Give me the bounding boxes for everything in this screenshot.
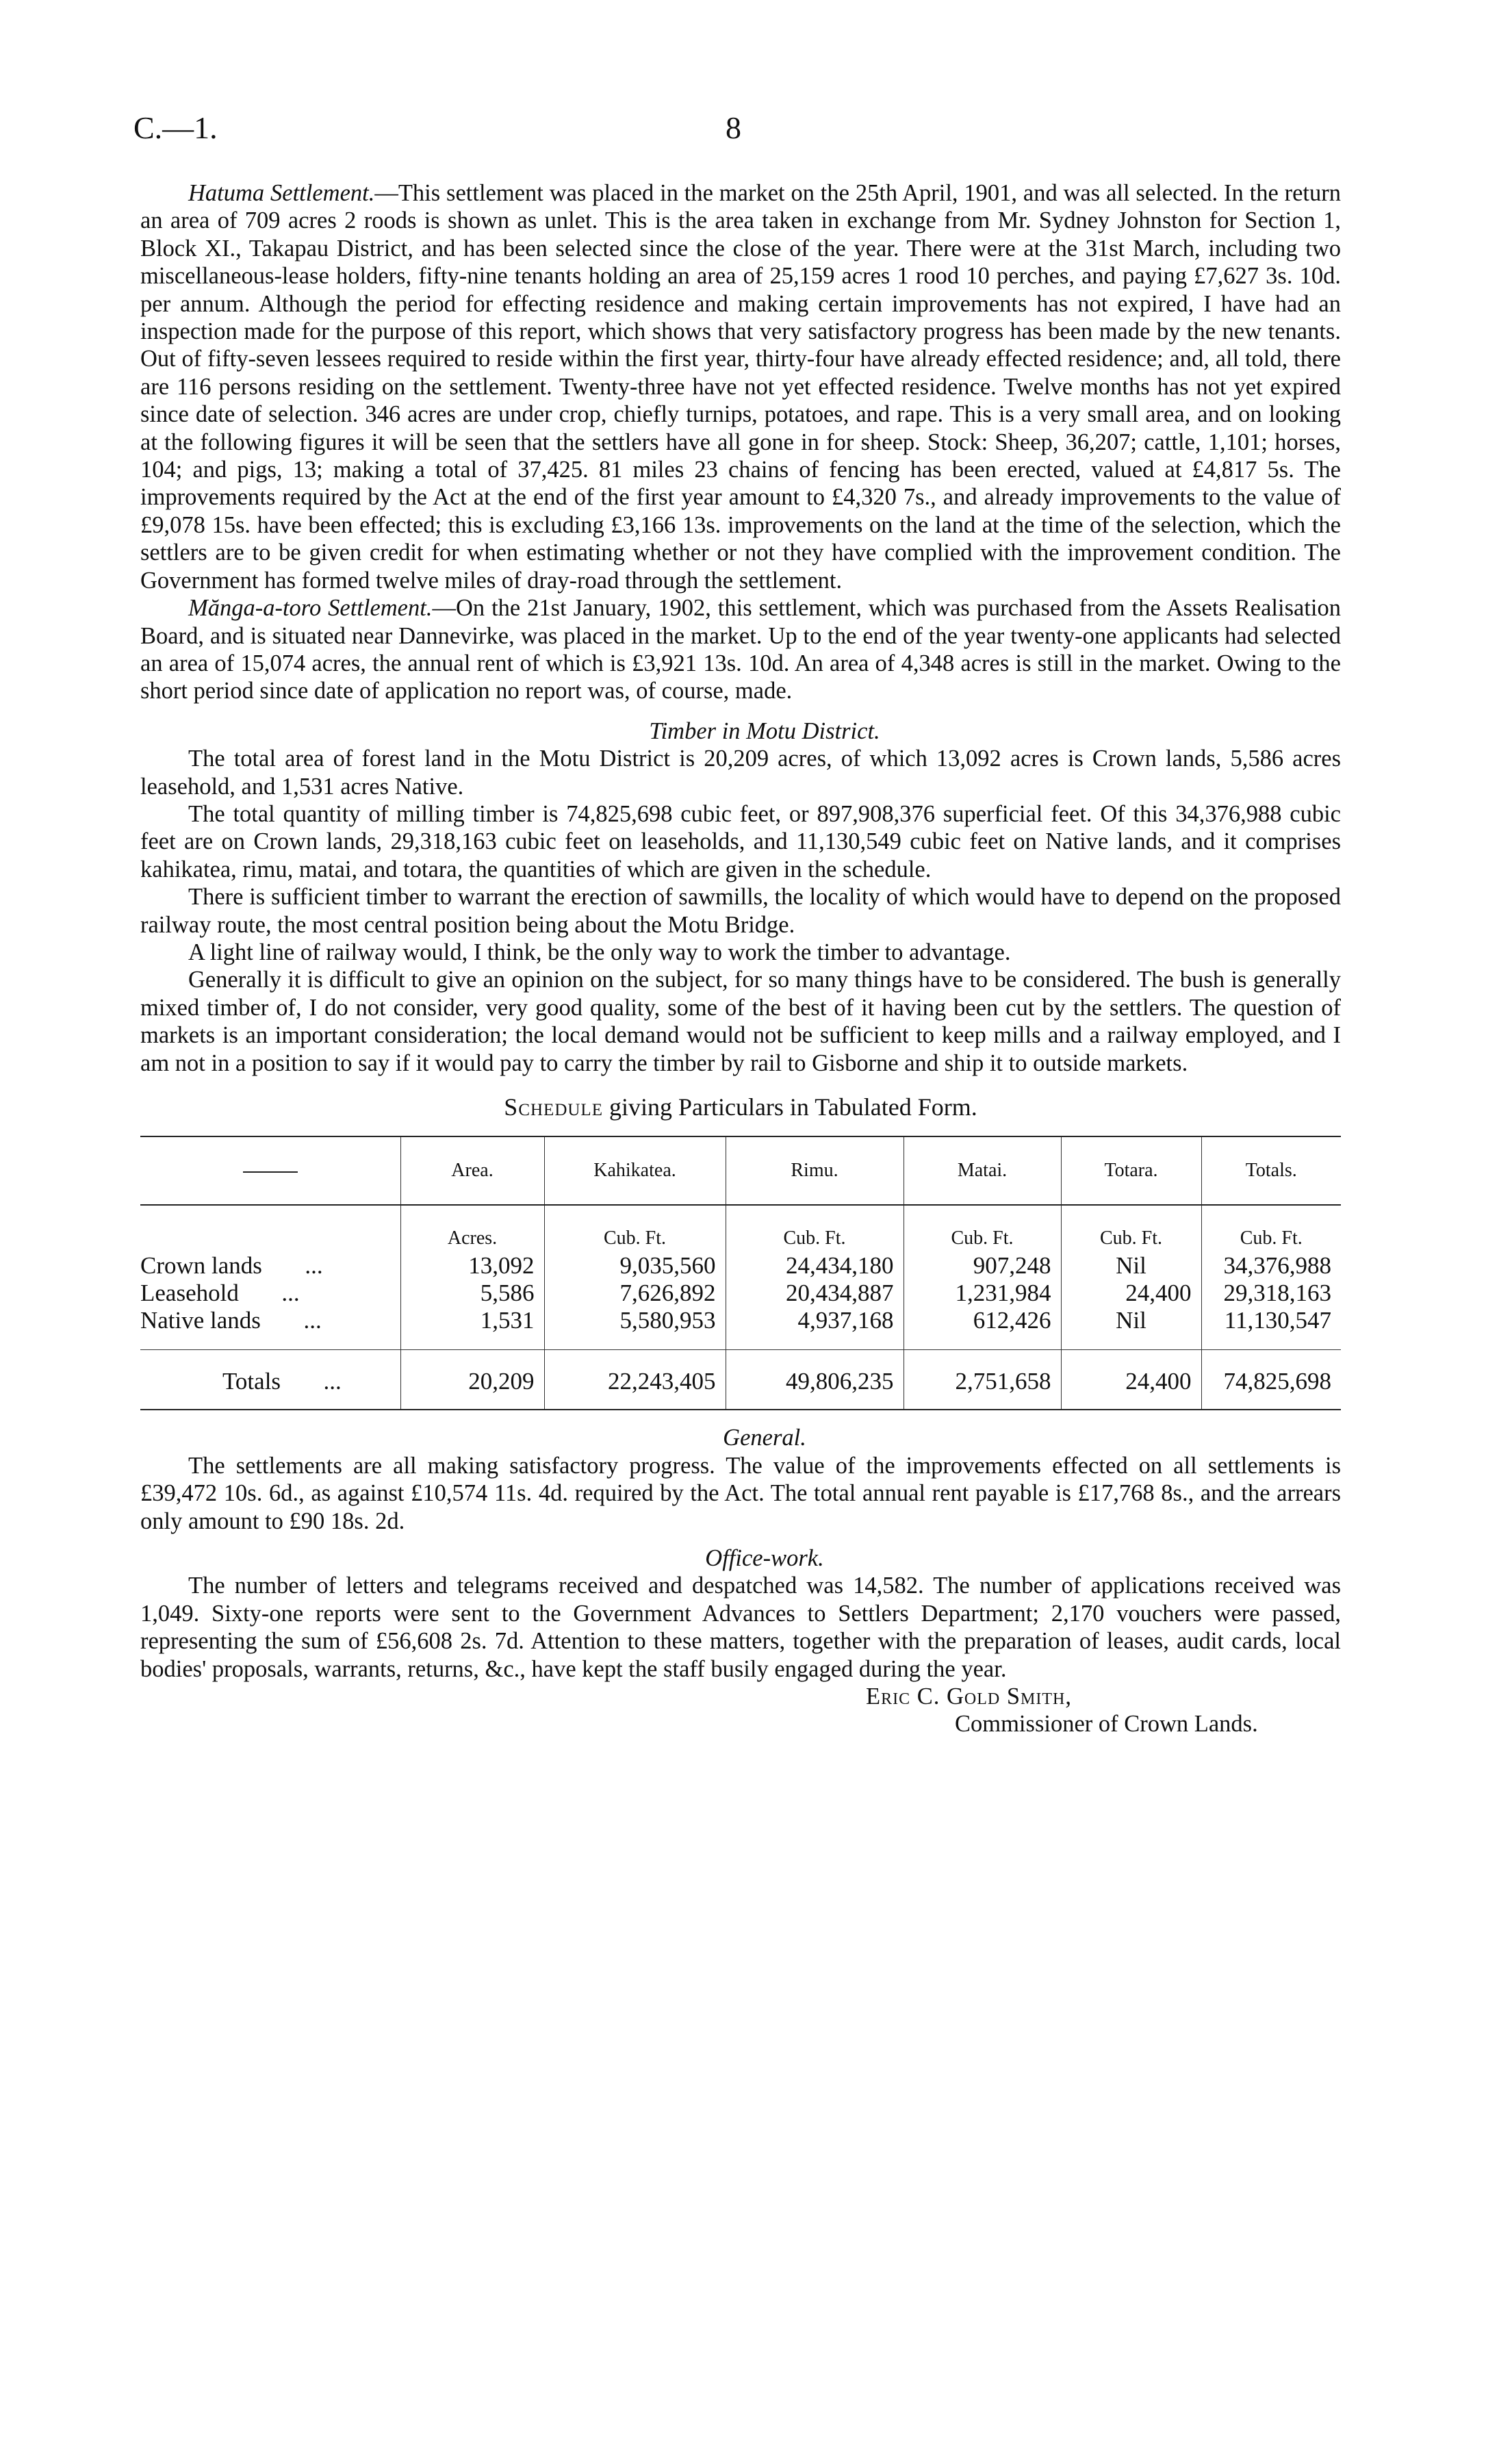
- hatuma-title: Hatuma Settlement.: [188, 180, 375, 206]
- table-cell: Nil: [1061, 1307, 1201, 1350]
- table-cell: 4,937,168: [726, 1307, 904, 1350]
- timber-paragraph: A light line of railway would, I think, be the only way to work the timber to advantage.: [188, 939, 1011, 965]
- units-row: [140, 1205, 1341, 1252]
- totals-row: [140, 1350, 1341, 1410]
- schedule-title-word: Schedule: [504, 1093, 603, 1121]
- table-cell: 1,231,984: [904, 1280, 1061, 1307]
- table-cell: 13,092: [400, 1252, 544, 1280]
- row-label: Crown lands ...: [140, 1252, 323, 1280]
- document-code: C.—1.: [133, 110, 218, 145]
- general-paragraph: The settlements are all making satisfactory progress. The value of the improvements effected on all settlements is £39,472 10s. 6d., as against £10,574 11s. 4d. required by the Act. The total annual rent payable is £17,768 8s., and the arrears only amount to £90 18s. 2d.: [140, 1452, 1341, 1534]
- table-cell: 9,035,560: [544, 1252, 726, 1280]
- table-header-row: [140, 1136, 1341, 1205]
- table-cell: 5,580,953: [544, 1307, 726, 1350]
- hatuma-text: —This settlement was placed in the market on the 25th April, 1901, and was all selected. In the return an area of 709 acres 2 roods is shown as unlet. This is the area taken in exchange from Mr. Sydney Johnston for Section 1, Block XI., Takapau District, and has been selected since the close of the year. There were at the 31st March, including two miscellaneous-lease holders, fifty-nine tenants holding an area of 25,159 acres 1 rood 10 perches, and paying £7,627 3s. 10d. per annum. Although the period for effecting residence and making certain improvements has not expired, I have had an inspection made for the purpose of this report, which shows that very satisfactory progress has been made by the new tenants. Out of fifty-seven lessees required to reside within the first year, thirty-four have already effected residence; and, all told, there are 116 persons residing on the settlement. Twenty-three have not yet effected residence. Twelve months has not yet expired since date of selection. 346 acres are under crop, chiefly turnips, potatoes, and rape. This is a very small area, and on looking at the following figures it will be seen that the settlers have all gone in for sheep. Stock: Sheep, 36,207; cattle, 1,101; horses, 104; and pigs, 13; making a total of 37,425. 81 miles 23 chains of fencing has been erected, valued at £4,817 5s. The improvements required by the Act at the end of the first year amount to £4,320 7s., and already improvements to the value of £9,078 15s. have been effected; this is excluding £3,166 13s. improvements on the land at the time of the selection, which the settlers are to be given credit for when estimating whether or not they have complied with the improvement condition. The Government has formed twelve miles of dray-road through the settlement.: [140, 180, 1342, 594]
- schedule-table: [140, 1136, 1341, 1410]
- total-cell: 49,806,235: [726, 1350, 904, 1410]
- general-heading: General.: [723, 1425, 806, 1451]
- signatory-title: Commissioner of Crown Lands.: [955, 1711, 1258, 1738]
- mangaatoro-text: —On the 21st January, 1902, this settlement, which was purchased from the Assets Realisation Board, and is situated near Dannevirke, was placed in the market. Up to the end of the year twenty-one applicants had selected an area of 15,074 acres, the annual rent of which is £3,921 13s. 10d. An area of 4,348 acres is still in the market. Owing to the short period since date of application no report was, of course, made.: [140, 595, 1341, 704]
- unit-label: Cub. Ft.: [1061, 1205, 1201, 1252]
- total-cell: 24,400: [1061, 1350, 1201, 1410]
- row-label: Native lands ...: [140, 1307, 322, 1334]
- total-cell: 2,751,658: [904, 1350, 1061, 1410]
- table-cell: 907,248: [904, 1252, 1061, 1280]
- signatory-name: Eric C. Gold Smith,: [866, 1683, 1072, 1710]
- unit-label: Cub. Ft.: [904, 1205, 1061, 1252]
- table-cell: 612,426: [904, 1307, 1061, 1350]
- column-header: Rimu.: [726, 1136, 904, 1205]
- column-header: Totara.: [1061, 1136, 1201, 1205]
- total-cell: 20,209: [400, 1350, 544, 1410]
- unit-label: Acres.: [400, 1205, 544, 1252]
- office-paragraph: The number of letters and telegrams received and despatched was 14,582. The number of applications received was 1,049. Sixty-one reports were sent to the Government Advances to Settlers Department; 2,170 vouchers were passed, representing the sum of £56,608 2s. 7d. Attention to these matters, together with the preparation of leases, audit cards, local bodies' proposals, warrants, returns, &c., have kept the staff busily engaged during the year.: [140, 1573, 1341, 1682]
- table-row: [140, 1307, 1341, 1350]
- row-label: Totals ...: [140, 1350, 400, 1410]
- total-cell: 22,243,405: [544, 1350, 726, 1410]
- mangaatoro-title: Mănga-a-toro Settlement.: [188, 595, 433, 622]
- page-number: 8: [726, 110, 741, 145]
- total-cell: 74,825,698: [1201, 1350, 1341, 1410]
- table-cell: 5,586: [400, 1280, 544, 1307]
- column-header: Matai.: [904, 1136, 1061, 1205]
- mangaatoro-paragraph: [140, 594, 1341, 705]
- schedule-title-rest: giving Particulars in Tabulated Form.: [602, 1093, 977, 1121]
- table-cell: 7,626,892: [544, 1280, 726, 1307]
- timber-paragraph: Generally it is difficult to give an opinion on the subject, for so many things have to be considered. The bush is generally mixed timber of, I do not consider, very good quality, some of the best of it having been cut by the settlers. The question of markets is an important consideration; the local demand would not be sufficient to keep mills and a railway employed, and I am not in a position to say if it would pay to carry the timber by rail to Gisborne and ship it to outside markets.: [140, 967, 1341, 1076]
- row-label: Leasehold ...: [140, 1280, 300, 1307]
- table-row: [140, 1280, 1341, 1307]
- table-cell: 20,434,887: [726, 1280, 904, 1307]
- table-cell: 24,434,180: [726, 1252, 904, 1280]
- unit-label: Cub. Ft.: [726, 1205, 904, 1252]
- office-heading: Office-work.: [705, 1545, 824, 1572]
- dash-mark: [243, 1171, 298, 1173]
- schedule-title: [140, 1093, 1341, 1121]
- timber-paragraph: There is sufficient timber to warrant the erection of sawmills, the locality of which would have to depend on the proposed railway route, the most central position being about the Motu Bridge.: [140, 884, 1341, 938]
- column-header: Area.: [400, 1136, 544, 1205]
- table-cell: 34,376,988: [1201, 1252, 1341, 1280]
- table-cell: 1,531: [400, 1307, 544, 1350]
- column-header: Totals.: [1201, 1136, 1341, 1205]
- table-cell: Nil: [1061, 1252, 1201, 1280]
- timber-paragraph: The total quantity of milling timber is 74,825,698 cubic feet, or 897,908,376 superficial feet. Of this 34,376,988 cubic feet are on Crown lands, 29,318,163 cubic feet on leaseholds, and 11,130,549 cubic feet on Native lands, and it comprises kahikatea, rimu, matai, and totara, the quantities of which are given in the schedule.: [140, 800, 1341, 882]
- document-body: [140, 179, 1341, 1738]
- table-cell: 11,130,547: [1201, 1307, 1341, 1350]
- hatuma-paragraph: [140, 179, 1341, 594]
- column-header-blank: [140, 1136, 400, 1205]
- table-row: [140, 1252, 1341, 1280]
- timber-paragraph: The total area of forest land in the Motu District is 20,209 acres, of which 13,092 acres is Crown lands, 5,586 acres leasehold, and 1,531 acres Native.: [140, 746, 1341, 800]
- unit-label: Cub. Ft.: [1201, 1205, 1341, 1252]
- table-cell: 29,318,163: [1201, 1280, 1341, 1307]
- table-cell: 24,400: [1061, 1280, 1201, 1307]
- timber-heading: Timber in Motu District.: [649, 717, 880, 744]
- column-header: Kahikatea.: [544, 1136, 726, 1205]
- unit-label: Cub. Ft.: [544, 1205, 726, 1252]
